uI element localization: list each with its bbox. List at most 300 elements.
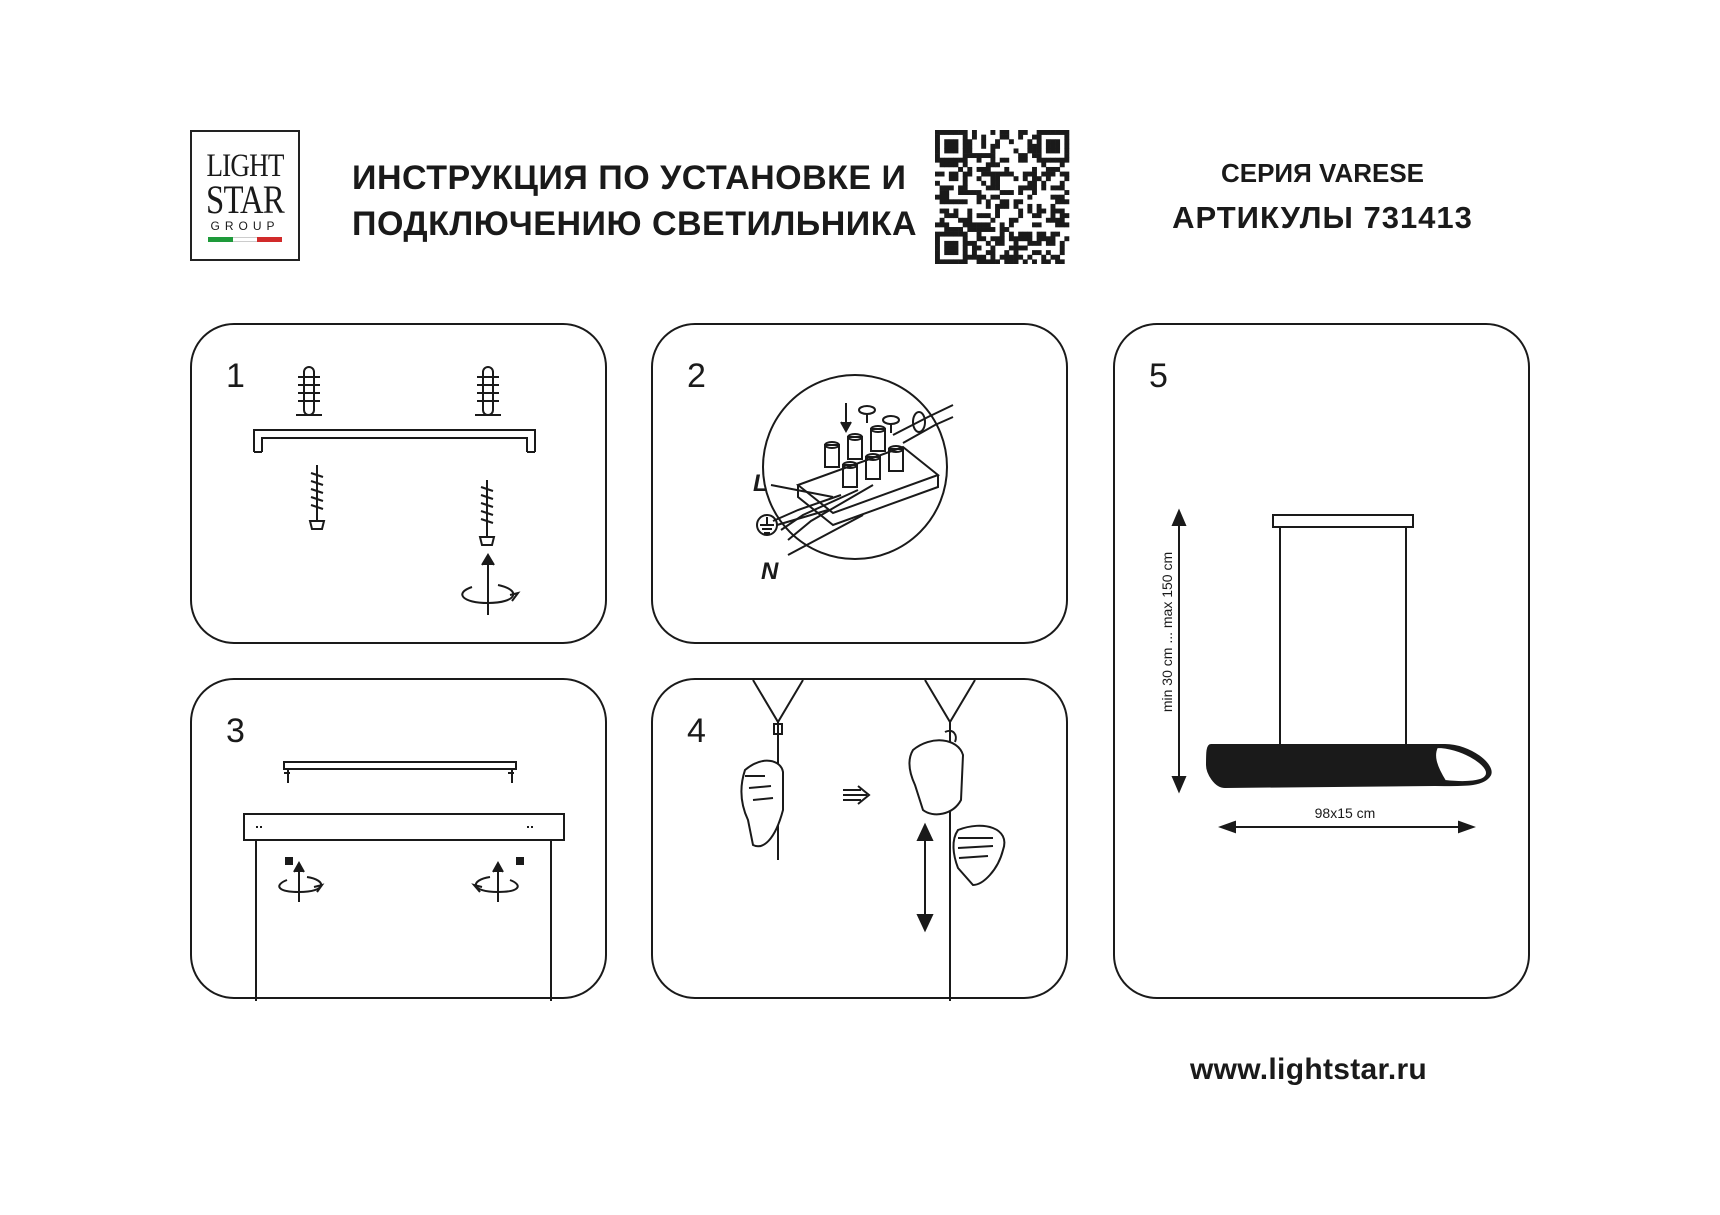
qr-module (1027, 185, 1032, 190)
qr-module (1064, 199, 1069, 204)
qr-module (935, 139, 940, 144)
qr-module (1004, 227, 1009, 232)
qr-module (1051, 130, 1056, 135)
qr-module (981, 135, 986, 140)
qr-module (953, 213, 958, 218)
qr-module (935, 255, 940, 260)
qr-module (949, 148, 954, 153)
qr-module (1014, 218, 1019, 223)
qr-module (1046, 250, 1051, 255)
qr-module (1051, 148, 1056, 153)
qr-module (953, 227, 958, 232)
qr-module (995, 236, 1000, 241)
qr-module (990, 259, 995, 264)
qr-module (1023, 236, 1028, 241)
qr-module (967, 213, 972, 218)
qr-module (1046, 236, 1051, 241)
qr-module (1046, 241, 1051, 246)
qr-module (1041, 130, 1046, 135)
qr-module (990, 218, 995, 223)
qr-module (977, 232, 982, 237)
qr-module (1046, 167, 1051, 172)
qr-module (981, 213, 986, 218)
qr-module (1064, 153, 1069, 158)
qr-module (967, 167, 972, 172)
qr-module (1060, 213, 1065, 218)
qr-module (958, 167, 963, 172)
down-arrow-icon (841, 403, 851, 431)
qr-module (1055, 232, 1060, 237)
qr-module (986, 172, 991, 177)
qr-module (995, 195, 1000, 200)
qr-module (972, 246, 977, 251)
qr-module (972, 227, 977, 232)
qr-module (1060, 130, 1065, 135)
qr-module (963, 185, 968, 190)
qr-module (1000, 255, 1005, 260)
qr-module (967, 222, 972, 227)
qr-module (995, 176, 1000, 181)
qr-module (1037, 222, 1042, 227)
qr-module (990, 158, 995, 163)
qr-module (944, 222, 949, 227)
qr-module (981, 144, 986, 149)
qr-module (1004, 204, 1009, 209)
qr-module (944, 232, 949, 237)
qr-module (1027, 172, 1032, 177)
qr-module (1055, 195, 1060, 200)
qr-module (1027, 139, 1032, 144)
qr-module (1004, 158, 1009, 163)
qr-module (1000, 232, 1005, 237)
qr-module (1009, 222, 1014, 227)
wall-plug-icon (475, 367, 501, 415)
qr-module (1009, 246, 1014, 251)
qr-module (1046, 158, 1051, 163)
qr-module (935, 241, 940, 246)
qr-module (977, 167, 982, 172)
ceiling-canopy (1273, 515, 1413, 527)
qr-module (1032, 167, 1037, 172)
qr-module (1014, 148, 1019, 153)
qr-module (1055, 148, 1060, 153)
qr-module (1004, 255, 1009, 260)
qr-module (940, 190, 945, 195)
screw-icon (286, 858, 292, 864)
qr-module (986, 250, 991, 255)
qr-module (995, 181, 1000, 186)
qr-module (1037, 158, 1042, 163)
qr-module (1037, 176, 1042, 181)
qr-module (1000, 158, 1005, 163)
qr-module (972, 130, 977, 135)
qr-module (1055, 222, 1060, 227)
qr-module (981, 153, 986, 158)
qr-module (958, 259, 963, 264)
qr-module (1000, 204, 1005, 209)
qr-module (990, 246, 995, 251)
qr-module (995, 213, 1000, 218)
qr-module (1051, 204, 1056, 209)
qr-module (1064, 222, 1069, 227)
qr-module (990, 144, 995, 149)
qr-module (1000, 222, 1005, 227)
qr-module (963, 222, 968, 227)
qr-module (953, 130, 958, 135)
ground-icon (757, 515, 777, 535)
qr-module (940, 162, 945, 167)
right-arrow-icon (843, 786, 869, 804)
qr-module (1037, 236, 1042, 241)
qr-module (1051, 195, 1056, 200)
qr-module (940, 199, 945, 204)
height-range-label: min 30 cm ... max 150 cm (1159, 551, 1175, 713)
qr-module (953, 144, 958, 149)
qr-module (935, 222, 940, 227)
qr-module (1027, 241, 1032, 246)
qr-module (1027, 232, 1032, 237)
qr-module (940, 130, 945, 135)
qr-module (981, 259, 986, 264)
qr-module (1060, 195, 1065, 200)
qr-module (935, 158, 940, 163)
qr-module (977, 199, 982, 204)
qr-module (935, 172, 940, 177)
qr-module (1060, 250, 1065, 255)
qr-module (1004, 130, 1009, 135)
qr-module (990, 227, 995, 232)
qr-module (949, 176, 954, 181)
qr-module (986, 259, 991, 264)
qr-module (1023, 259, 1028, 264)
qr-module (1037, 204, 1042, 209)
qr-module (940, 172, 945, 177)
qr-module (986, 204, 991, 209)
qr-module (953, 148, 958, 153)
qr-module (1027, 144, 1032, 149)
qr-module (977, 213, 982, 218)
qr-module (1051, 232, 1056, 237)
qr-module (977, 246, 982, 251)
rotate-arrow-icon (279, 863, 322, 902)
qr-module (958, 218, 963, 223)
qr-module (1023, 232, 1028, 237)
qr-module (990, 176, 995, 181)
qr-module (986, 199, 991, 204)
qr-module (1023, 153, 1028, 158)
qr-module (1041, 255, 1046, 260)
qr-module (990, 195, 995, 200)
qr-module (1037, 250, 1042, 255)
qr-module (1023, 172, 1028, 177)
up-down-arrow-icon (918, 825, 932, 930)
screw-icon (517, 858, 523, 864)
qr-module (972, 241, 977, 246)
qr-module (995, 204, 1000, 209)
qr-module (967, 209, 972, 214)
qr-module (967, 148, 972, 153)
screw-icon (480, 480, 494, 545)
qr-module (977, 195, 982, 200)
qr-module (1060, 158, 1065, 163)
qr-module (977, 259, 982, 264)
qr-module (1000, 135, 1005, 140)
qr-module (953, 232, 958, 237)
qr-module (1000, 199, 1005, 204)
qr-module (986, 185, 991, 190)
qr-module (1018, 130, 1023, 135)
step-2-panel (651, 323, 1068, 644)
qr-module (1023, 185, 1028, 190)
qr-module (1051, 185, 1056, 190)
qr-module (1018, 190, 1023, 195)
qr-module (1051, 158, 1056, 163)
wall-plug-icon (296, 367, 322, 415)
qr-module (1037, 232, 1042, 237)
qr-module (1051, 144, 1056, 149)
qr-module (935, 246, 940, 251)
logo-text-group: GROUP (210, 219, 280, 233)
qr-module (1041, 236, 1046, 241)
qr-module (967, 172, 972, 177)
qr-module (1014, 255, 1019, 260)
qr-module (944, 190, 949, 195)
qr-module (1064, 190, 1069, 195)
qr-module (1055, 218, 1060, 223)
qr-module (935, 181, 940, 186)
qr-module (1037, 144, 1042, 149)
neutral-wire-label: N (761, 558, 779, 585)
step-number: 3 (226, 712, 245, 750)
width-dimension-line (1221, 822, 1473, 832)
qr-module (953, 199, 958, 204)
qr-module (972, 135, 977, 140)
qr-module (940, 195, 945, 200)
qr-module (1000, 241, 1005, 246)
qr-module (986, 213, 991, 218)
qr-module (1014, 241, 1019, 246)
qr-module (1051, 213, 1056, 218)
qr-module (944, 259, 949, 264)
qr-module (935, 135, 940, 140)
qr-module (1000, 190, 1005, 195)
mounting-bracket (284, 762, 516, 783)
qr-module (953, 139, 958, 144)
qr-module (1023, 130, 1028, 135)
qr-module (949, 172, 954, 177)
qr-module (1018, 232, 1023, 237)
qr-module (1060, 162, 1065, 167)
qr-module (1032, 153, 1037, 158)
qr-module (1004, 135, 1009, 140)
qr-module (1018, 185, 1023, 190)
qr-module (1064, 135, 1069, 140)
qr-module (953, 241, 958, 246)
qr-module (990, 250, 995, 255)
qr-module (981, 172, 986, 177)
qr-code (935, 130, 1071, 264)
qr-module (1018, 236, 1023, 241)
qr-module (940, 185, 945, 190)
qr-module (1055, 199, 1060, 204)
qr-module (990, 153, 995, 158)
qr-module (1041, 158, 1046, 163)
step-number: 2 (687, 357, 706, 395)
qr-module (1032, 181, 1037, 186)
n-leader-line (788, 515, 863, 555)
qr-module (944, 209, 949, 214)
qr-module (940, 158, 945, 163)
qr-module (949, 213, 954, 218)
qr-module (967, 227, 972, 232)
qr-module (1064, 213, 1069, 218)
qr-module (990, 236, 995, 241)
qr-module (995, 259, 1000, 264)
logo-text-star: STAR (206, 177, 284, 222)
qr-module (944, 250, 949, 255)
qr-module (935, 148, 940, 153)
qr-module (1051, 236, 1056, 241)
mounting-bracket (254, 430, 535, 452)
qr-module (1060, 181, 1065, 186)
qr-module (981, 167, 986, 172)
qr-module (990, 148, 995, 153)
qr-module (995, 162, 1000, 167)
qr-module (1037, 130, 1042, 135)
qr-module (1060, 241, 1065, 246)
qr-module (1009, 236, 1014, 241)
qr-module (963, 158, 968, 163)
screw-icon (310, 465, 324, 529)
qr-module (940, 218, 945, 223)
qr-module (1000, 172, 1005, 177)
qr-module (1055, 209, 1060, 214)
qr-module (1009, 190, 1014, 195)
rotate-arrow-icon (462, 555, 518, 615)
qr-module (1027, 255, 1032, 260)
qr-module (963, 130, 968, 135)
qr-module (1064, 130, 1069, 135)
qr-module (963, 236, 968, 241)
qr-module (1064, 158, 1069, 163)
qr-module (1041, 232, 1046, 237)
qr-module (963, 162, 968, 167)
qr-module (1023, 246, 1028, 251)
qr-module (1055, 167, 1060, 172)
qr-module (949, 246, 954, 251)
qr-module (953, 250, 958, 255)
qr-module (1009, 255, 1014, 260)
document-title (352, 155, 917, 247)
qr-module (963, 259, 968, 264)
qr-module (1032, 259, 1037, 264)
qr-module (935, 195, 940, 200)
qr-module (963, 199, 968, 204)
rotate-arrow-icon (474, 863, 518, 902)
qr-module (1055, 144, 1060, 149)
qr-module (1046, 144, 1051, 149)
qr-module (958, 185, 963, 190)
qr-module (1046, 139, 1051, 144)
step-number: 5 (1149, 357, 1168, 395)
qr-module (1000, 130, 1005, 135)
qr-module (944, 130, 949, 135)
qr-module (949, 227, 954, 232)
qr-module (1037, 139, 1042, 144)
qr-module (1004, 167, 1009, 172)
qr-module (935, 153, 940, 158)
qr-module (972, 153, 977, 158)
qr-module (977, 255, 982, 260)
qr-module (953, 176, 958, 181)
step-1-panel (190, 323, 607, 644)
qr-module (1060, 199, 1065, 204)
qr-module (967, 139, 972, 144)
qr-module (963, 250, 968, 255)
qr-module (1041, 185, 1046, 190)
qr-module (1009, 259, 1014, 264)
qr-module (1037, 153, 1042, 158)
qr-module (995, 144, 1000, 149)
qr-module (949, 185, 954, 190)
qr-module (990, 130, 995, 135)
step-number: 4 (687, 712, 706, 750)
qr-module (1032, 190, 1037, 195)
qr-module (967, 153, 972, 158)
mounting-bracket-diagram (192, 325, 609, 646)
qr-module (1009, 172, 1014, 177)
qr-module (986, 153, 991, 158)
qr-module (1027, 236, 1032, 241)
qr-module (995, 241, 1000, 246)
qr-module (1051, 255, 1056, 260)
qr-module (949, 158, 954, 163)
qr-module (995, 185, 1000, 190)
qr-module (944, 158, 949, 163)
cable-adjustment-diagram (653, 680, 1070, 1001)
qr-module (981, 227, 986, 232)
qr-module (972, 255, 977, 260)
qr-module (1004, 259, 1009, 264)
qr-module (1018, 213, 1023, 218)
qr-module (967, 255, 972, 260)
qr-module (944, 148, 949, 153)
qr-module (1064, 236, 1069, 241)
qr-module (963, 255, 968, 260)
article-label: АРТИКУЛЫ 731413 (1172, 200, 1473, 235)
qr-module (958, 190, 963, 195)
qr-module (1018, 209, 1023, 214)
website-link[interactable]: www.lightstar.ru (1190, 1053, 1428, 1086)
qr-module (1014, 199, 1019, 204)
qr-module (967, 241, 972, 246)
live-wire-label: L (753, 470, 768, 497)
qr-module (958, 232, 963, 237)
qr-module (935, 232, 940, 237)
qr-module (1037, 209, 1042, 214)
qr-module (1014, 246, 1019, 251)
qr-module (1018, 246, 1023, 251)
qr-module (953, 259, 958, 264)
qr-module (1041, 162, 1046, 167)
qr-module (944, 199, 949, 204)
qr-module (1041, 172, 1046, 177)
qr-module (1023, 176, 1028, 181)
qr-module (940, 232, 945, 237)
qr-module (1051, 218, 1056, 223)
qr-module (995, 209, 1000, 214)
qr-module (1037, 213, 1042, 218)
